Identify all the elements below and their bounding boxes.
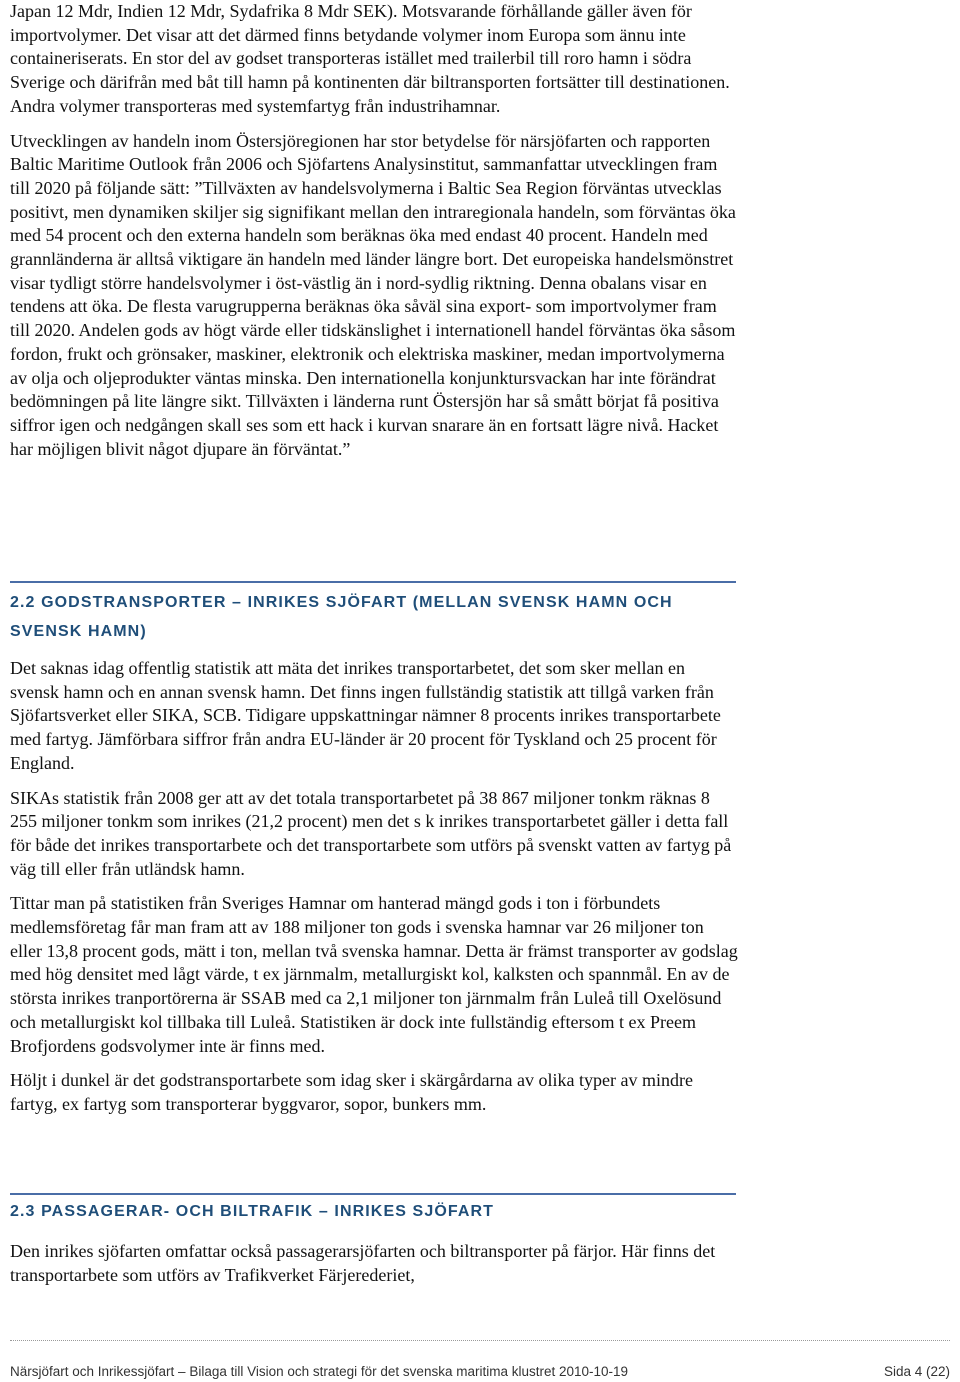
section-heading: 2.2 GODSTRANSPORTER – INRIKES SJÖFART (MELLAN SVENSK HAMN OCH SVENSK HAMN)	[10, 594, 673, 640]
paragraph: SIKAs statistik från 2008 ger att av det totala transportarbetet på 38 867 miljoner tonkm räknas 8 255 miljoner tonkm som inrikes (21,2 procent) men det s k inrikes transportarbetet gäller i detta fall för både det inrikes transportarbete och det transportarbete som utförs på svenskt vatten av fartyg på väg till eller från utländsk hamn.	[10, 787, 732, 879]
section-2-2-header	[10, 581, 736, 646]
footer-page-number: Sida 4 (22)	[883, 1364, 950, 1379]
paragraph: Japan 12 Mdr, Indien 12 Mdr, Sydafrika 8 Mdr SEK). Motsvarande förhållande gäller även för importvolymer. Det visar att det därmed finns betydande volymer inom Europa som ännu inte containeriserats. En stor del av godset transporteras istället med trailerbil till roro hamn i södra Sverige och därifrån med båt till hamn på kontinenten där biltransporten fortsätter till destinationen. Andra volymer transporteras med systemfartyg från industrihamnar.	[10, 1, 730, 116]
paragraph: Höljt i dunkel är det godstransportarbete som idag sker i skärgårdarna av olika typer av mindre fartyg, ex fartyg som transporterar byggvaror, sopor, bunkers mm.	[10, 1070, 693, 1114]
section-2-2-body	[10, 657, 738, 1117]
footer-divider	[10, 1340, 950, 1341]
paragraph: Utvecklingen av handeln inom Östersjöregionen har stor betydelse för närsjöfarten och rapporten Baltic Maritime Outlook från 2006 och Sjöfartens Analysinstitut, sammanfattar utvecklingen fram till 2020 på följande sätt: ”Tillväxten av handelsvolymerna i Baltic Sea Region förväntas utvecklas positivt, men dynamiken skiljer sig signifikant mellan den intraregionala handeln, som förväntas öka med 54 procent och den externa handeln som beräknas öka med endast 40 procent. Handeln med grannländerna är alltså viktigare än handeln med länder längre bort. Det europeiska handelsmönstret visar tydligt större handelsvolymer i öst-västlig än i nord-sydlig riktning. Denna obalans visar en tendens att öka. De flesta varugrupperna beräknas öka såväl sina export- som importvolymer fram till 2020. Andelen gods av högt värde eller tidskänslighet i internationell handel förväntas öka såsom fordon, frukt och grönsaker, maskiner, elektronik och elektriska maskiner, medan importvolymerna av olja och oljeprodukter väntas minska. Den internationella konjunktursvackan har inte förändrat bedömningen på lite längre sikt. Tillväxten i länderna runt Östersjön har så smått börjat få positiva siffror igen och nedgången skall ses som ett hack i kurvan snarare än en fortsatt lägre nivå. Hacket har möjligen blivit något djupare än förväntat.”	[10, 130, 736, 459]
footer-document-title: Närsjöfart och Inrikessjöfart – Bilaga till Vision och strategi för det svenska maritima klustret 2010-10-19	[10, 1364, 629, 1379]
paragraph: Tittar man på statistiken från Sveriges Hamnar om hanterad mängd gods i ton i förbundets medlemsföretag får man fram att av 188 miljoner ton gods i svenska hamnar var 26 miljoner ton eller 13,8 procent gods, mätt i ton, mellan två svenska hamnar. Detta är främst transporter av godslag med hög densitet med lågt värde, t ex järnmalm, metallurgiskt kol, kalksten och spannmål. En av de största inrikes tranportörerna är SSAB med ca 2,1 miljoner ton järnmalm från Luleå till Oxelösund och metallurgiskt kol tillbaka till Luleå. Statistiken är dock inte fullständig eftersom t ex Preem Brofjordens godsvolymer inte är finns med.	[10, 893, 738, 1056]
section-2-3-body	[10, 1240, 738, 1287]
paragraph: Det saknas idag offentlig statistik att mäta det inrikes transportarbetet, det som sker mellan en svensk hamn och en annan svensk hamn. Det finns ingen fullständig statistik att tillgå varken från Sjöfartsverket eller SIKA, SCB. Tidigare uppskattningar nämner 8 procents inrikes transportarbete med fartyg. Jämförbara siffror från andra EU-länder är 20 procent för Tyskland och 25 procent för England.	[10, 658, 721, 773]
paragraph: Den inrikes sjöfarten omfattar också passagerarsjöfarten och biltransporter på färjor. Här finns det transportarbete som utförs av Trafikverket Färjerederiet,	[10, 1241, 716, 1285]
section-heading: 2.3 PASSAGERAR- OCH BILTRAFIK – INRIKES SJÖFART	[10, 1203, 495, 1220]
section-2-3-header	[10, 1193, 736, 1226]
body-text-top	[10, 0, 738, 461]
